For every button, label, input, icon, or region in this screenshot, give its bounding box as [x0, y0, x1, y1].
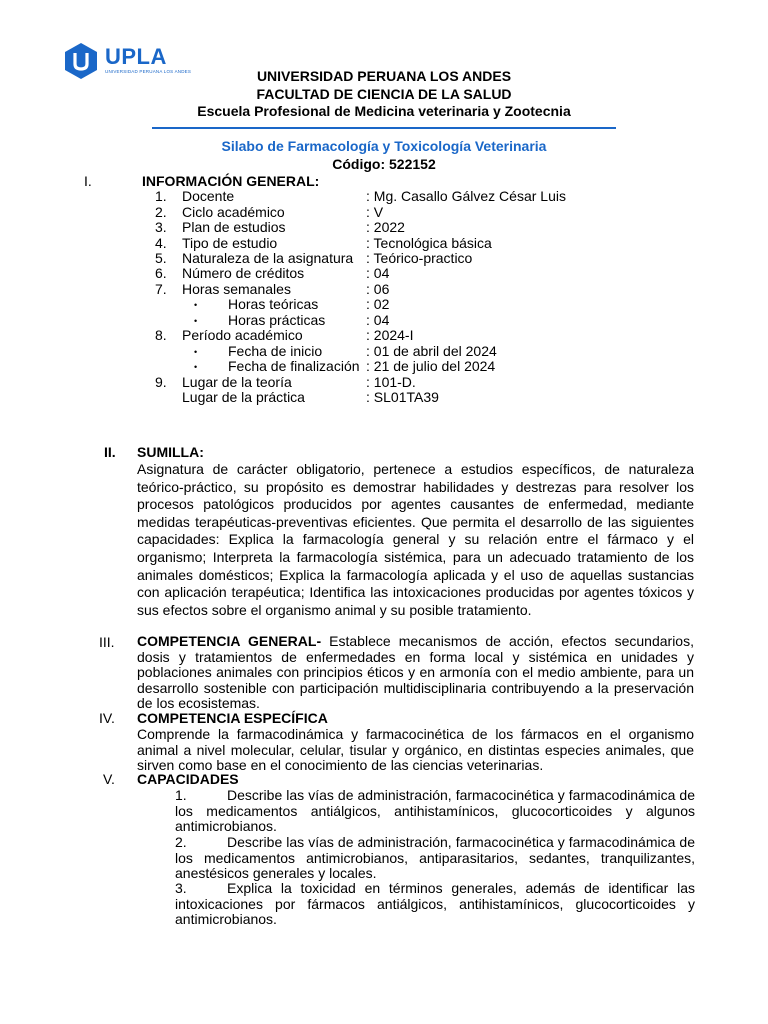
capacidad-item — [175, 881, 695, 928]
competencia-general — [137, 634, 694, 712]
section4-heading: COMPETENCIA ESPECÍFICA — [137, 710, 328, 726]
info-label: Fecha de finalización — [228, 358, 360, 374]
info-value: : Tecnológica básica — [366, 235, 492, 251]
course-code: Código: 522152 — [332, 156, 436, 172]
section1-number: I. — [84, 173, 92, 189]
bullet-icon: • — [194, 316, 198, 326]
info-num: 8. — [155, 327, 167, 343]
section3-number: III. — [99, 634, 115, 650]
capacidad-number: 2. — [175, 834, 187, 850]
info-value: : V — [366, 204, 384, 220]
logo-name: UPLA — [105, 44, 167, 69]
info-label: Lugar de la teoría — [182, 374, 292, 390]
info-value: : Teórico-practico — [366, 250, 473, 266]
info-value: : Mg. Casallo Gálvez César Luis — [366, 188, 566, 204]
bullet-icon: • — [194, 347, 198, 357]
header-divider — [152, 127, 616, 129]
section5-number: V. — [103, 771, 115, 787]
info-value: : 21 de julio del 2024 — [366, 358, 496, 374]
info-value: : 04 — [366, 312, 390, 328]
capacidad-item — [175, 835, 695, 882]
info-num: 1. — [155, 188, 167, 204]
info-value: : 04 — [366, 265, 390, 281]
info-num: 7. — [155, 281, 167, 297]
capacidad-text: Describe las vías de administración, farmacocinética y farmacodinámica de los medicamentos antimicrobianos, antiparasitarios, sedantes, tranquilizantes, anestésicos generales y locales. — [175, 834, 695, 882]
bullet-icon: • — [194, 362, 198, 372]
syllabus-title: Silabo de Farmacología y Toxicología Veterinaria — [221, 138, 547, 154]
info-num: 3. — [155, 219, 167, 235]
section4-number: IV. — [99, 710, 115, 726]
capacidad-number: 3. — [175, 880, 187, 896]
info-label: Fecha de inicio — [228, 343, 323, 359]
section3-heading: COMPETENCIA GENERAL- — [137, 633, 322, 649]
info-label: Horas semanales — [182, 281, 291, 297]
info-value: : 01 de abril del 2024 — [366, 343, 497, 359]
capacidad-item — [175, 788, 695, 835]
info-label: Tipo de estudio — [182, 235, 278, 251]
info-value: : 2022 — [366, 219, 405, 235]
capacidad-number: 1. — [175, 787, 187, 803]
capacidad-text: Describe las vías de administración, farmacocinética y farmacodinámica de los medicamentos antiálgicos, antihistamínicos, glucocorticoides y algunos antimicrobianos. — [175, 787, 695, 835]
section5-heading: CAPACIDADES — [137, 771, 239, 787]
info-label: Naturaleza de la asignatura — [182, 250, 354, 266]
info-num: 9. — [155, 374, 167, 390]
info-value: : 2024-I — [366, 327, 414, 343]
logo-subtitle: UNIVERSIDAD PERUANA LOS ANDES — [105, 69, 192, 74]
info-value: : 101-D. — [366, 374, 416, 390]
info-label: Período académico — [182, 327, 303, 343]
info-label: Ciclo académico — [182, 204, 285, 220]
info-value: : 02 — [366, 296, 390, 312]
info-num: 5. — [155, 250, 167, 266]
section2-heading: SUMILLA: — [137, 444, 204, 460]
info-label: Horas prácticas — [228, 312, 326, 328]
info-value: : 06 — [366, 281, 390, 297]
sumilla-text: Asignatura de carácter obligatorio, pertenece a estudios específicos, de naturaleza teórico-práctico, su propósito es demostrar habilidades y destrezas para resolver los procesos patológicos producidos por agentes causantes de enfermedad, mediante medidas terapéuticas-preventivas eficientes. Que permita el desarrollo de las siguientes capacidades: Explica la farmacología general y su relación entre el fármaco y el organismo; Interpreta la farmacología sistémica, para un adecuado tratamiento de los animales domésticos; Explica la farmacología aplicada y el uso de aquellas sustancias con aplicación terapéutica; Identifica las intoxicaciones producidas por agentes tóxicos y sus efectos sobre el organismo animal y su posible tratamiento. — [137, 461, 694, 618]
section3-text: Establece mecanismos de acción, efectos secundarios, dosis y tratamientos de enfermedades en forma local y sistémica en unidades y poblaciones animales con principios éticos y en armonía con el medio ambiente, para un desarrollo sostenible con participación multidisciplinaria contribuyendo a la preservación de los ecosistemas. — [137, 633, 694, 712]
info-label: Docente — [182, 188, 235, 204]
info-label: Horas teóricas — [228, 296, 319, 312]
university-name: UNIVERSIDAD PERUANA LOS ANDES — [256, 68, 512, 84]
school-name: Escuela Profesional de Medicina veterinaria y Zootecnia — [197, 103, 571, 119]
section2-number: II. — [104, 444, 116, 460]
info-label: Plan de estudios — [182, 219, 286, 235]
faculty-name: FACULTAD DE CIENCIA DE LA SALUD — [256, 86, 512, 102]
info-value: : SL01TA39 — [366, 389, 439, 405]
info-num: 6. — [155, 265, 167, 281]
section1-heading: INFORMACIÓN GENERAL: — [142, 173, 320, 189]
info-label: Número de créditos — [182, 265, 305, 281]
info-num: 4. — [155, 235, 167, 251]
info-num: 2. — [155, 204, 167, 220]
capacidad-text: Explica la toxicidad en términos generales, además de identificar las intoxicaciones por fármacos antiálgicos, antihistamínicos, glucocorticoides y antimicrobianos. — [175, 880, 695, 928]
info-label: Lugar de la práctica — [182, 389, 305, 405]
bullet-icon: • — [194, 300, 198, 310]
competencia-especifica-text: Comprende la farmacodinámica y farmacocinética de los fármacos en el organismo animal a nivel molecular, celular, tisular y orgánico, en distintas especies animales, que sirven como base en el conocimiento de las ciencias veterinarias. — [137, 726, 694, 774]
